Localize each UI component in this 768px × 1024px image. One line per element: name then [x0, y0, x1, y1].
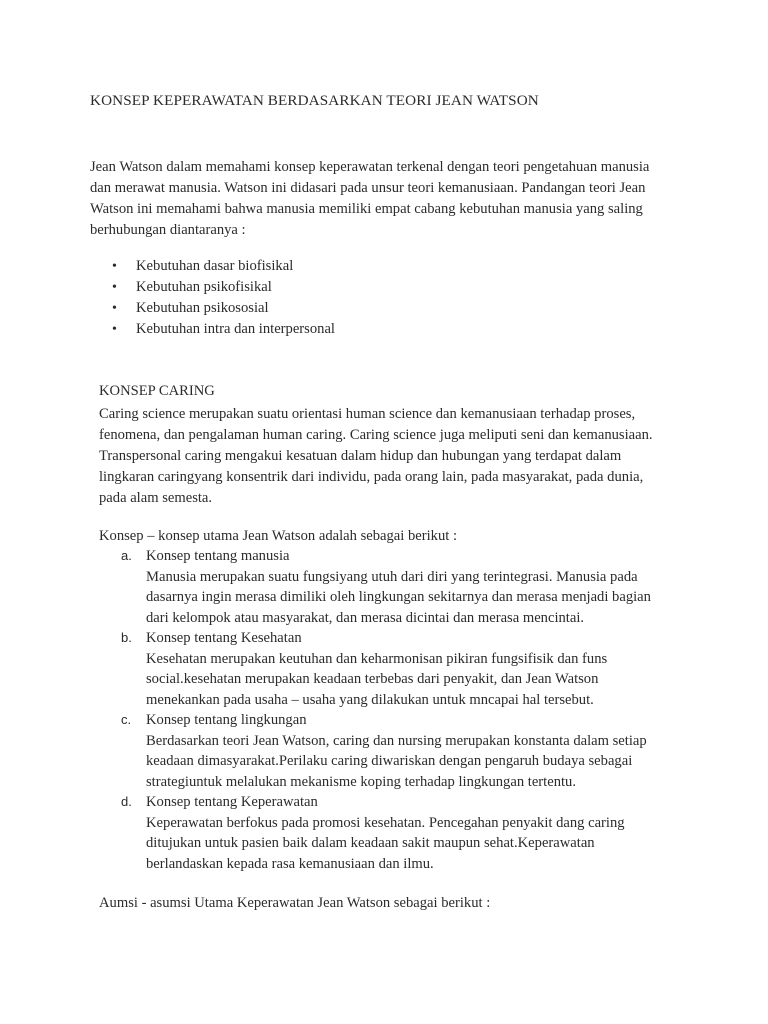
list-marker: a. — [121, 548, 132, 563]
intro-paragraph — [90, 157, 690, 241]
caring-paragraph — [99, 404, 653, 509]
concept-line: dasarnya ingin merasa dimiliki oleh lingkungan sekitarnya dan merasa menjadi bagian — [146, 589, 651, 605]
concepts-list — [121, 546, 651, 874]
concept-heading: Konsep tentang Kesehatan — [146, 630, 302, 646]
concept-line: menekankan pada usaha – usaha yang dilakukan untuk mncapai hal tersebut. — [146, 691, 594, 708]
list-marker: b. — [121, 630, 132, 645]
concept-line: social.kesehatan merupakan keadaan terbebas dari penyakit, dan Jean Watson — [146, 671, 599, 687]
bullet-icon: • — [112, 301, 117, 316]
concept-line: strategiuntuk melalukan mekanisme koping terhadap lingkungan tertentu. — [146, 773, 576, 790]
concept-item — [121, 546, 651, 628]
bullet-icon: • — [112, 322, 117, 337]
list-marker: d. — [121, 794, 132, 809]
intro-line: Jean Watson dalam memahami konsep keperawatan terkenal dengan teori pengetahuan manusia — [90, 159, 650, 175]
concept-line: dari kelompok atau masyarakat, dan merasa dicintai dan merasa mencintai. — [146, 609, 585, 626]
concept-heading: Konsep tentang Keperawatan — [146, 794, 318, 810]
concept-item — [121, 792, 651, 874]
caring-heading: KONSEP CARING — [99, 383, 215, 399]
bullet-icon: • — [112, 259, 117, 274]
concept-heading: Konsep tentang lingkungan — [146, 712, 307, 728]
list-item-text: Kebutuhan dasar biofisikal — [136, 258, 294, 274]
concept-line: Berdasarkan teori Jean Watson, caring dan nursing merupakan konstanta dalam setiap — [146, 732, 647, 749]
document-title: KONSEP KEPERAWATAN BERDASARKAN TEORI JEAN WATSON — [90, 92, 539, 109]
list-item — [112, 319, 335, 340]
list-item-text: Kebutuhan psikofisikal — [136, 279, 272, 295]
concept-line: keadaan dimasyarakat.Perilaku caring diwariskan dengan pengaruh budaya sebagai — [146, 753, 633, 769]
intro-line: dan merawat manusia. Watson ini didasari pada unsur teori kemanusiaan. Pandangan teori Jean — [90, 180, 646, 196]
list-item — [112, 277, 335, 298]
list-item-text: Kebutuhan intra dan interpersonal — [136, 321, 335, 337]
concept-heading: Konsep tentang manusia — [146, 548, 290, 564]
list-marker: c. — [121, 712, 132, 727]
intro-line: berhubungan diantaranya : — [90, 222, 246, 238]
concept-line: ditujukan untuk pasien baik dalam keadaan sakit maupun sehat.Keperawatan — [146, 835, 595, 851]
caring-line: Caring science merupakan suatu orientasi human science dan kemanusiaan terhadap proses, — [99, 406, 636, 422]
concept-item — [121, 710, 651, 792]
concept-line: Keperawatan berfokus pada promosi kesehatan. Pencegahan penyakit dang caring — [146, 814, 625, 831]
list-item — [112, 298, 335, 319]
needs-list — [112, 256, 335, 340]
concept-item — [121, 628, 651, 710]
bullet-icon: • — [112, 280, 117, 295]
concept-line: Kesehatan merupakan keutuhan dan keharmonisan pikiran fungsifisik dan funs — [146, 650, 608, 667]
concepts-intro: Konsep – konsep utama Jean Watson adalah sebagai berikut : — [99, 528, 458, 544]
caring-line: pada alam semesta. — [99, 490, 213, 506]
caring-line: lingkaran caringyang konsentrik dari individu, pada orang lain, pada masyarakat, pada dunia, — [99, 469, 644, 485]
concept-line: berlandaskan kepada rasa kemanusiaan dan ilmu. — [146, 855, 434, 872]
assumptions-intro: Aumsi - asumsi Utama Keperawatan Jean Watson sebagai berikut : — [99, 895, 491, 911]
concept-line: Manusia merupakan suatu fungsiyang utuh dari diri yang terintegrasi. Manusia pada — [146, 568, 638, 585]
list-item-text: Kebutuhan psikososial — [136, 300, 269, 316]
list-item — [112, 256, 335, 277]
intro-line: Watson ini memahami bahwa manusia memiliki empat cabang kebutuhan manusia yang saling — [90, 201, 643, 217]
caring-line: Transpersonal caring mengakui kesatuan dalam hidup dan hubungan yang terdapat dalam — [99, 448, 622, 464]
caring-line: fenomena, dan pengalaman human caring. Caring science juga meliputi seni dan kemanusiaan. — [99, 427, 653, 443]
